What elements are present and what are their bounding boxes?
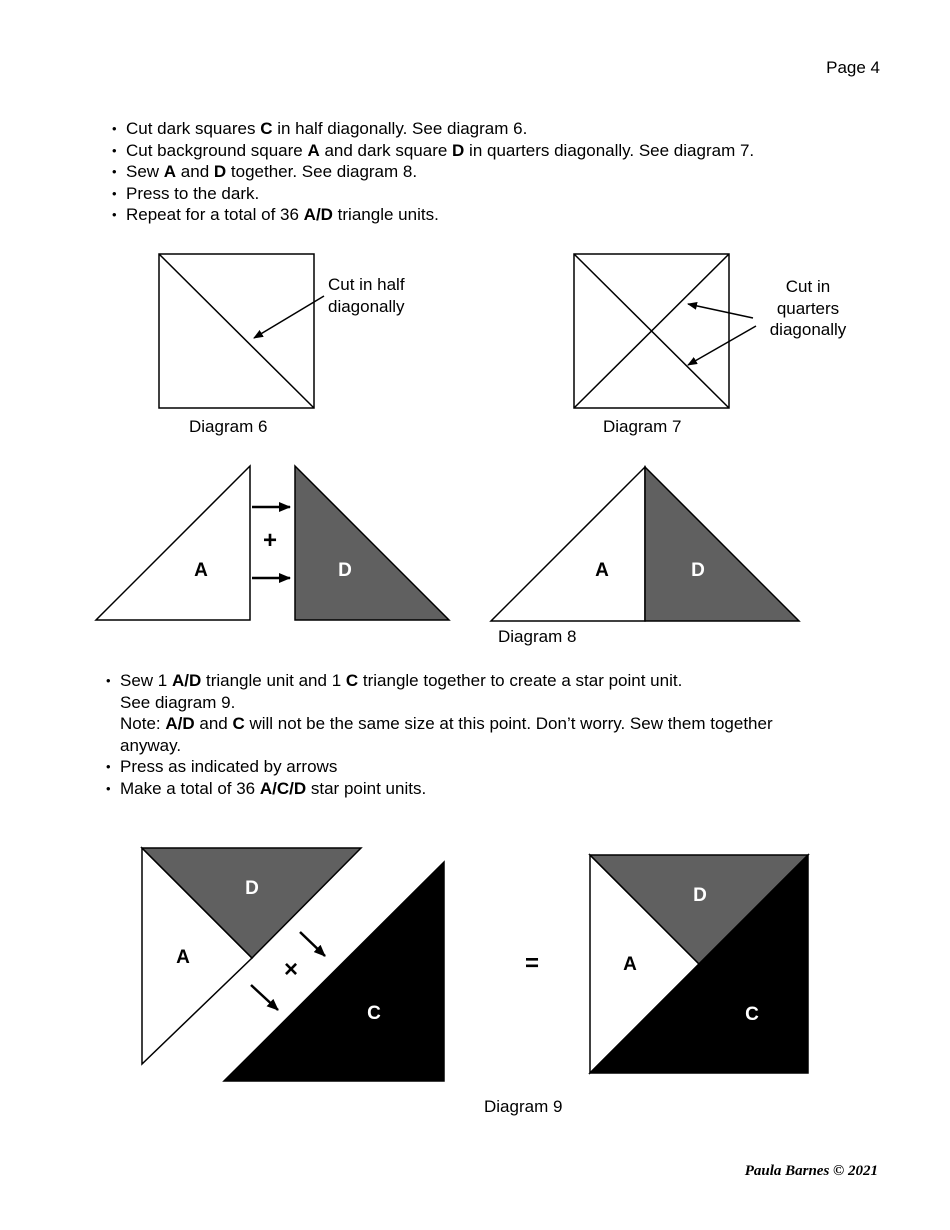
diagram-7 — [574, 254, 847, 408]
list-item: • Make a total of 36 A/C/D star point units. — [106, 778, 773, 800]
piece-label-d: D — [245, 878, 259, 899]
triangle-a — [96, 466, 250, 620]
diagram-9-caption: Diagram 9 — [484, 1097, 563, 1116]
piece-label-a: A — [595, 560, 609, 581]
arrow — [300, 932, 325, 956]
cut-note-line: Cut in — [785, 277, 831, 296]
arrow — [251, 985, 278, 1010]
equals-sign: = — [524, 950, 540, 977]
triangle-a — [491, 467, 645, 621]
list-item: • Sew 1 A/D triangle unit and 1 C triangle together to create a star point unit. See diagram 9. Note: A/D and C will not be the same size at this point. Don’t worry. Sew them together anyway. — [106, 670, 773, 756]
page-number: Page 4 — [826, 58, 880, 77]
times-sign: × — [283, 956, 299, 983]
cut-note-line: Cut in half — [328, 275, 405, 294]
triangle-d — [645, 467, 799, 621]
piece-label-a: A — [194, 560, 208, 581]
instruction-list-2 — [106, 670, 773, 800]
piece-label-c: C — [745, 1004, 759, 1025]
diagram-6 — [159, 254, 405, 408]
cut-note-line: diagonally — [328, 297, 405, 316]
list-item: • Press to the dark. — [112, 183, 754, 205]
diagram-6-caption: Diagram 6 — [189, 417, 268, 436]
cut-note-line: quarters — [776, 299, 840, 318]
piece-label-a: A — [623, 954, 637, 975]
diagram-7-caption: Diagram 7 — [603, 417, 682, 436]
list-item: • Press as indicated by arrows — [106, 756, 773, 778]
diagram-8 — [96, 466, 799, 621]
piece-label-a: A — [176, 947, 190, 968]
diagram-9 — [142, 848, 808, 1081]
diagram-8-caption: Diagram 8 — [498, 627, 577, 646]
piece-label-d: D — [693, 885, 707, 906]
list-item: • Cut background square A and dark square D in quarters diagonally. See diagram 7. — [112, 140, 754, 162]
triangle-d — [295, 466, 449, 620]
piece-label-c: C — [367, 1003, 381, 1024]
copyright-footer: Paula Barnes © 2021 — [744, 1163, 878, 1179]
list-item: • Repeat for a total of 36 A/D triangle units. — [112, 204, 754, 226]
cut-note-line: diagonally — [769, 320, 847, 339]
list-item: • Sew A and D together. See diagram 8. — [112, 161, 754, 183]
plus-sign: + — [262, 527, 278, 554]
list-item: • Cut dark squares C in half diagonally. See diagram 6. — [112, 118, 754, 140]
piece-label-d: D — [691, 560, 705, 581]
piece-label-d: D — [338, 560, 352, 581]
